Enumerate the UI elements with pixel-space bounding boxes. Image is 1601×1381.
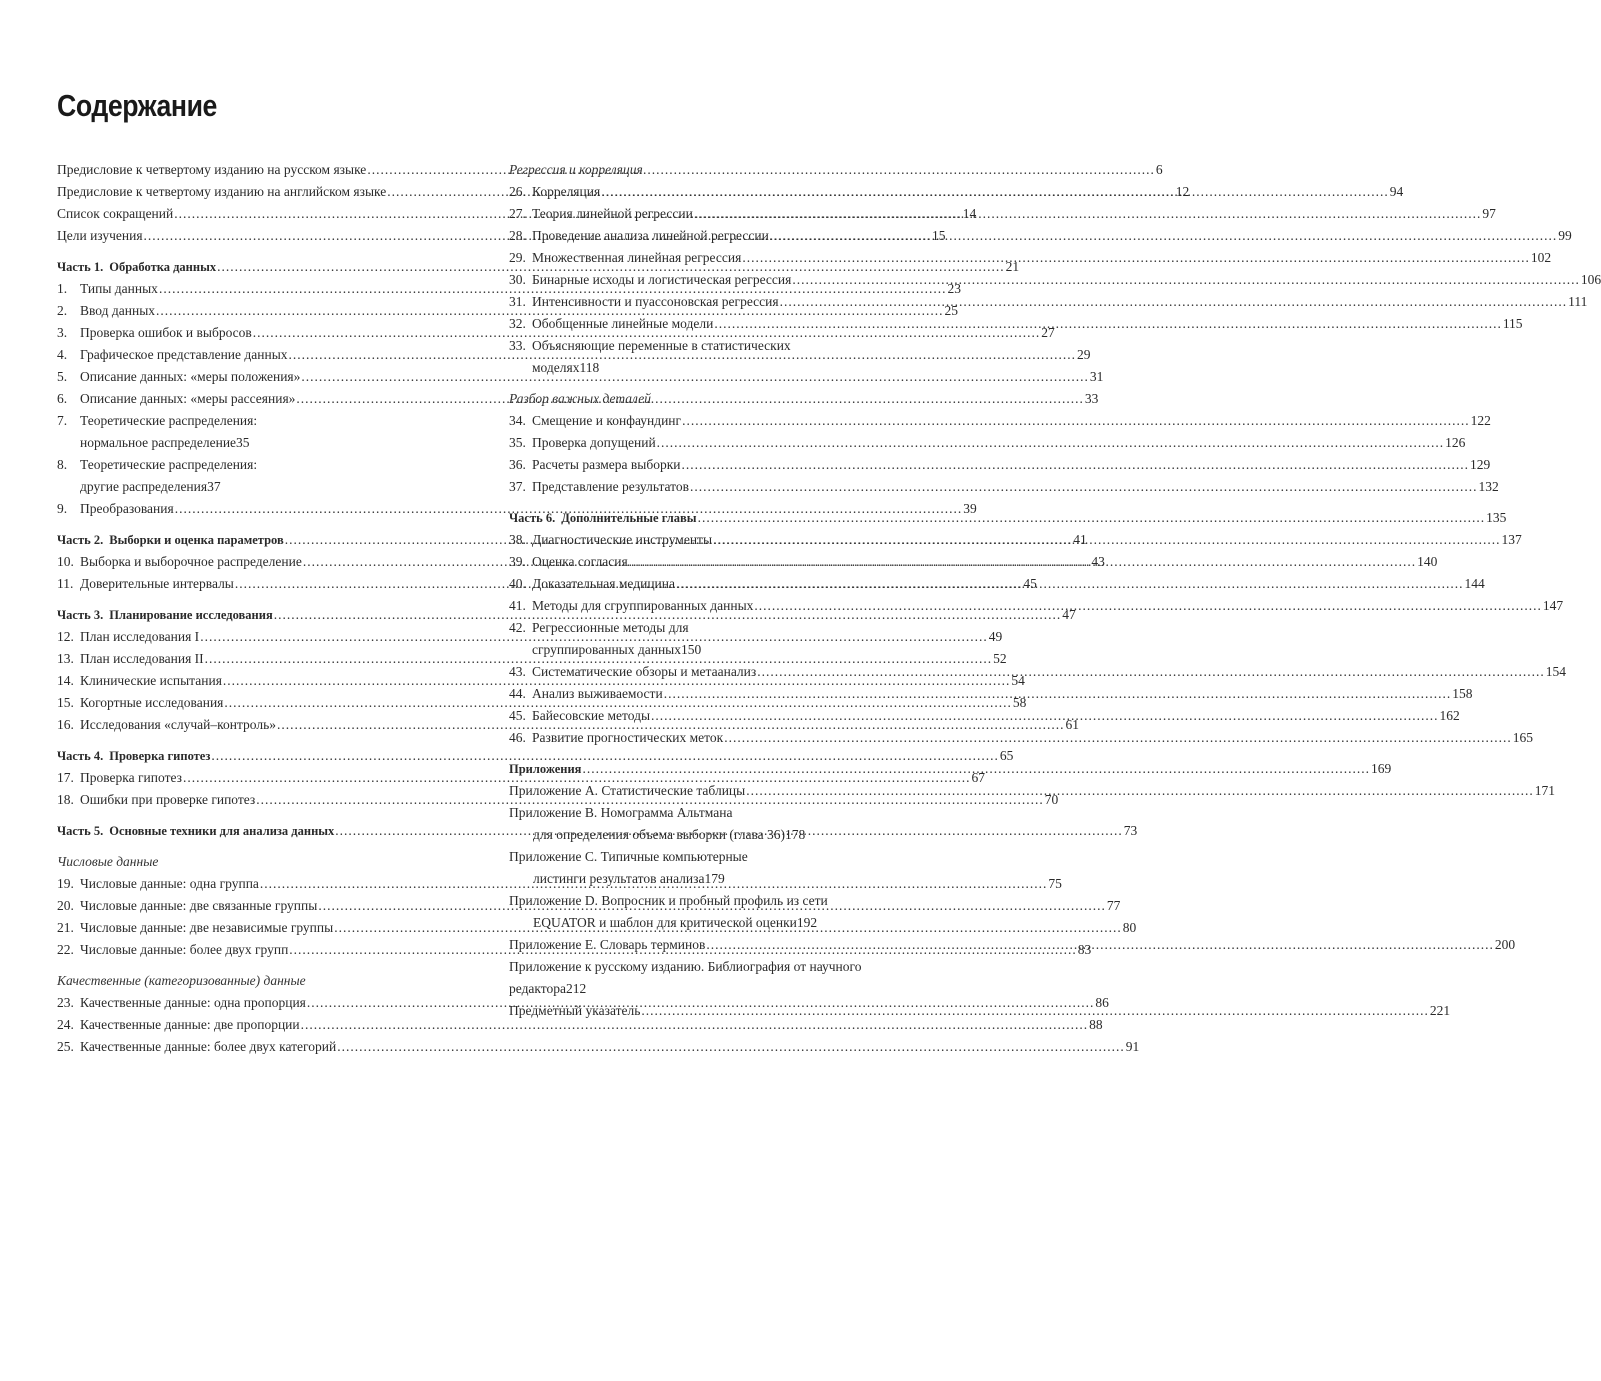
page-number: 94 — [1389, 184, 1404, 199]
chapter-number: 29. — [509, 250, 526, 265]
chapter-number: 7. — [57, 413, 68, 428]
page-number: 165 — [1512, 730, 1533, 745]
chapter-number: 2. — [57, 303, 68, 318]
details-chapters — [509, 410, 1499, 498]
toc-entry[interactable] — [509, 432, 1466, 454]
section-categorical-heading: Качественные (категоризованные) данные — [57, 973, 306, 988]
page-number: 86 — [1095, 995, 1109, 1010]
chapter-number: 43. — [509, 664, 526, 679]
page-number: 129 — [1469, 457, 1491, 472]
entry-title-text: Регрессионные методы для — [532, 620, 689, 635]
chapter-33 — [509, 335, 936, 379]
entry-title: Представление результатов — [532, 479, 690, 494]
chapter-number: 28. — [509, 228, 526, 243]
leader-dots — [757, 661, 1545, 683]
leader-dots — [714, 313, 1502, 335]
leader-dots — [682, 410, 1470, 432]
page-number: 67 — [971, 770, 985, 785]
page-number: 80 — [1122, 920, 1137, 935]
chapter-8 — [57, 454, 486, 498]
entry-title: Оценка согласия — [532, 554, 628, 569]
part-label: Часть 4. — [57, 749, 104, 763]
page-number: 47 — [1062, 607, 1076, 622]
entry-title-line2 — [509, 824, 936, 846]
entry-title: Бинарные исходы и логистическая регрессия — [532, 272, 792, 287]
page-number: 115 — [1502, 316, 1523, 331]
entry-title: Преобразования — [80, 501, 174, 516]
page-number: 61 — [1065, 717, 1079, 732]
leader-dots — [770, 225, 1558, 247]
leader-dots — [601, 181, 1389, 203]
page-number: 97 — [1482, 206, 1496, 221]
entry-title: Проверка ошибок и выбросов — [80, 325, 252, 340]
page-number: 154 — [1545, 664, 1566, 679]
entry-title: Диагностические инструменты — [532, 532, 713, 547]
entry-title: Корреляция — [532, 184, 601, 199]
entry-title-line1 — [509, 890, 936, 912]
leader-dots — [792, 269, 1580, 291]
leader-dots — [724, 727, 1512, 749]
page-number: 25 — [944, 303, 959, 318]
chapter-number: 18. — [57, 792, 74, 807]
entry-title-text: редактора — [509, 981, 567, 996]
leader-dots — [698, 507, 1486, 529]
page-number: 179 — [704, 871, 725, 886]
toc-entry[interactable] — [509, 683, 1473, 705]
chapter-number: 4. — [57, 347, 68, 362]
chapter-number: 15. — [57, 695, 74, 710]
chapter-number: 20. — [57, 898, 74, 913]
entry-title: Проверка гипотез — [80, 770, 182, 785]
section-numeric-heading: Числовые данные — [57, 854, 159, 869]
chapter-number: 31. — [509, 294, 526, 309]
toc-entry[interactable] — [509, 454, 1491, 476]
entry-title: Клинические испытания — [80, 673, 222, 688]
entry-title-line2 — [509, 639, 936, 661]
chapter-number: 19. — [57, 876, 74, 891]
leader-dots — [664, 683, 1452, 705]
toc-entry[interactable] — [57, 1036, 1140, 1058]
entry-title: Байесовские методы — [532, 708, 651, 723]
entry-title: Проверка допущений — [532, 435, 656, 450]
chapter-number: 34. — [509, 413, 526, 428]
chapter-number: 36. — [509, 457, 526, 472]
toc-entry-multiline[interactable] — [509, 335, 936, 379]
entry-title: Анализ выживаемости — [532, 686, 663, 701]
page-number: 147 — [1542, 598, 1564, 613]
chapter-number: 27. — [509, 206, 526, 221]
page-number: 14 — [962, 206, 977, 221]
chapter-number: 45. — [509, 708, 526, 723]
leader-dots — [780, 291, 1568, 313]
leader-dots — [694, 203, 1482, 225]
chapter-number: 44. — [509, 686, 526, 701]
entry-title: Теория линейной регрессии — [532, 206, 693, 221]
entry-title-text: листинги результатов анализа — [533, 871, 705, 886]
page-number: 118 — [579, 360, 600, 375]
entry-title: Интенсивности и пуассоновская регрессия — [532, 294, 779, 309]
part-label: Часть 2. — [57, 533, 104, 547]
entry-title: Проведение анализа линейной регрессии — [532, 228, 769, 243]
entry-title: Развитие прогностических меток — [532, 730, 724, 745]
entry-title-text: Теоретические распределения: — [80, 457, 258, 472]
page-number: 77 — [1106, 898, 1121, 913]
page-number: 21 — [1005, 259, 1020, 274]
page-title: Содержание — [57, 88, 217, 123]
entry-title: Описание данных: «меры рассеяния» — [80, 391, 296, 406]
page-number: 102 — [1530, 250, 1552, 265]
entry-title: Приложение A. Статистические таблицы — [509, 783, 746, 798]
chapter-number: 12. — [57, 629, 74, 644]
chapter-number: 17. — [57, 770, 74, 785]
chapter-number: 42. — [509, 620, 526, 635]
toc-entry[interactable] — [509, 595, 1564, 617]
page-number: 171 — [1534, 783, 1555, 798]
entry-title: Методы для сгруппированных данных — [532, 598, 754, 613]
chapter-number: 37. — [509, 479, 526, 494]
page-number: 122 — [1470, 413, 1491, 428]
entry-title-text: Приложение B. Номограмма Альтмана — [509, 805, 733, 820]
chapter-number: 32. — [509, 316, 526, 331]
part-title: Обработка данных — [109, 260, 217, 274]
part-title: Планирование исследования — [109, 608, 273, 622]
appendix-russian-bibliography — [509, 956, 936, 1000]
appendix-b — [509, 802, 936, 846]
entry-title: Ошибки при проверке гипотез — [80, 792, 256, 807]
leader-dots — [742, 247, 1530, 269]
entry-title: Приложение E. Словарь терминов — [509, 937, 706, 952]
toc-entry[interactable] — [57, 1014, 1103, 1036]
entry-title-text: EQUATOR и шаблон для критической оценки — [533, 915, 797, 930]
leader-dots — [651, 705, 1439, 727]
chapter-7 — [57, 410, 486, 454]
entry-title: Смещение и конфаундинг — [532, 413, 682, 428]
leader-dots — [746, 780, 1534, 802]
entry-title: Обобщенные линейные модели — [532, 316, 714, 331]
part-label: Часть 5. — [57, 824, 104, 838]
leader-dots — [641, 1000, 1429, 1022]
page-number: 23 — [947, 281, 961, 296]
chapter-number: 40. — [509, 576, 526, 591]
entry-title-line1 — [57, 410, 486, 432]
entry-title-line2 — [509, 912, 936, 934]
part-label: Часть 3. — [57, 608, 104, 622]
chapter-number: 30. — [509, 272, 526, 287]
entry-title-line2 — [509, 978, 936, 1000]
part-title: Проверка гипотез — [109, 749, 211, 763]
entry-title: Предисловие к четвертому изданию на английском языке — [57, 184, 387, 199]
chapter-number: 39. — [509, 554, 526, 569]
entry-title: Ввод данных — [80, 303, 156, 318]
page-number: 99 — [1558, 228, 1572, 243]
entry-title: Качественные данные: более двух категорий — [80, 1039, 337, 1054]
toc-entry-multiline[interactable] — [509, 617, 936, 661]
appendix-d — [509, 890, 936, 934]
chapter-number: 1. — [57, 281, 68, 296]
page-number: 212 — [566, 981, 587, 996]
page-number: 73 — [1123, 823, 1138, 838]
chapter-number: 46. — [509, 730, 526, 745]
entry-title-text: Приложение C. Типичные компьютерные — [509, 849, 748, 864]
page-number: 39 — [963, 501, 977, 516]
page-number: 27 — [1041, 325, 1055, 340]
toc-entry-multiline[interactable] — [509, 846, 936, 890]
page-number: 54 — [1011, 673, 1025, 688]
appendix-c — [509, 846, 936, 890]
entry-title-text: Приложение к русскому изданию. Библиография от научного — [509, 959, 862, 974]
page-number: 221 — [1429, 1003, 1451, 1018]
chapter-number: 10. — [57, 554, 74, 569]
entry-title: Числовые данные: одна группа — [80, 876, 259, 891]
entry-title-line1 — [509, 617, 936, 639]
leader-dots — [690, 476, 1478, 498]
entry-title-line1 — [57, 454, 486, 476]
page-number: 140 — [1417, 554, 1438, 569]
chapter-number: 9. — [57, 501, 68, 516]
entry-title: Систематические обзоры и метаанализ — [532, 664, 757, 679]
entry-title: План исследования I — [80, 629, 200, 644]
page-number: 49 — [988, 629, 1003, 644]
page-number: 70 — [1044, 792, 1059, 807]
entry-title: Предисловие к четвертому изданию на русском языке — [57, 162, 367, 177]
page-number: 43 — [1091, 554, 1105, 569]
entry-title: Список сокращений — [57, 206, 174, 221]
entry-title: Выборка и выборочное распределение — [80, 554, 302, 569]
leader-dots — [582, 758, 1370, 780]
entry-title: Числовые данные: две связанные группы — [80, 898, 318, 913]
section-details-heading: Разбор важных деталей — [509, 391, 651, 406]
chapter-number: 16. — [57, 717, 74, 732]
leader-dots — [657, 432, 1445, 454]
entry-title: Цели изучения — [57, 228, 143, 243]
page-number: 31 — [1089, 369, 1104, 384]
page-number: 75 — [1048, 876, 1062, 891]
chapter-number: 21. — [57, 920, 74, 935]
page-number: 41 — [1073, 532, 1087, 547]
leader-dots — [706, 934, 1494, 956]
entry-title: Множественная линейная регрессия — [532, 250, 742, 265]
page-number: 45 — [1023, 576, 1037, 591]
page-number: 126 — [1445, 435, 1466, 450]
chapter-number: 24. — [57, 1017, 74, 1032]
entry-title: Качественные данные: две пропорции — [80, 1017, 300, 1032]
page-number: 12 — [1175, 184, 1190, 199]
page-number: 192 — [796, 915, 818, 930]
entry-title-text: другие распределения — [80, 479, 208, 494]
chapter-number: 13. — [57, 651, 74, 666]
part-label: Часть 6. — [509, 511, 556, 525]
entry-title: Доказательная медицина — [532, 576, 675, 591]
toc-entry[interactable] — [509, 727, 1533, 749]
entry-title: Числовые данные: более двух групп — [80, 942, 289, 957]
page-number: 29 — [1077, 347, 1091, 362]
chapter-number: 38. — [509, 532, 526, 547]
page-number: 6 — [1155, 162, 1163, 177]
entry-title-line2 — [57, 476, 486, 498]
page-number: 111 — [1568, 294, 1588, 309]
toc-entry-multiline[interactable] — [57, 410, 486, 454]
page-number: 132 — [1478, 479, 1499, 494]
entry-title-text: нормальное распределение — [80, 435, 237, 450]
chapter-number: 11. — [57, 576, 74, 591]
toc-part-entry[interactable] — [57, 745, 1014, 767]
page-number: 91 — [1125, 1039, 1140, 1054]
chapter-number: 8. — [57, 457, 68, 472]
chapter-number: 33. — [509, 338, 526, 353]
chapter-number: 26. — [509, 184, 526, 199]
leader-dots — [681, 454, 1469, 476]
chapter-number: 22. — [57, 942, 74, 957]
page-number: 137 — [1501, 532, 1522, 547]
page-number: 162 — [1439, 708, 1460, 723]
entry-title: Исследования «случай–контроль» — [80, 717, 276, 732]
leader-dots — [676, 573, 1464, 595]
entry-title: Графическое представление данных — [80, 347, 288, 362]
entry-title: Качественные данные: одна пропорция — [80, 995, 306, 1010]
toc-entry-multiline[interactable] — [509, 956, 936, 1000]
page-number: 37 — [207, 479, 221, 494]
page-number: 83 — [1077, 942, 1092, 957]
entry-title-text: сгруппированных данных — [532, 642, 681, 657]
entry-title: Когортные исследования — [80, 695, 224, 710]
entry-title-text: моделях — [532, 360, 580, 375]
page-number: 169 — [1370, 761, 1392, 776]
leader-dots — [754, 595, 1542, 617]
toc-entry[interactable] — [509, 410, 1491, 432]
entry-title-text: для определения объема выборки (глава 36) — [533, 827, 786, 842]
part-title: Дополнительные главы — [561, 511, 697, 525]
page-number: 15 — [932, 228, 946, 243]
entry-title-text: Объясняющие переменные в статистических — [532, 338, 791, 353]
chapter-number: 35. — [509, 435, 526, 450]
section-regression-heading: Регрессия и корреляция — [509, 162, 643, 177]
chapter-number: 3. — [57, 325, 68, 340]
entry-title-line1 — [509, 846, 936, 868]
chapter-number: 25. — [57, 1039, 74, 1054]
part-label: Часть 1. — [57, 260, 104, 274]
toc-entry-multiline[interactable] — [57, 454, 486, 498]
entry-title-line1 — [509, 335, 936, 357]
entry-title: Предметный указатель — [509, 1003, 641, 1018]
part-title: Приложения — [509, 762, 582, 776]
page-number: 52 — [993, 651, 1007, 666]
page-number: 144 — [1464, 576, 1485, 591]
toc-entry-multiline[interactable] — [509, 890, 936, 934]
page-number: 106 — [1580, 272, 1601, 287]
part-title: Основные техники для анализа данных — [109, 824, 335, 838]
page-number: 135 — [1486, 510, 1507, 525]
page-number: 58 — [1012, 695, 1027, 710]
page-number: 200 — [1494, 937, 1516, 952]
entry-title: Описание данных: «меры положения» — [80, 369, 301, 384]
chapter-number: 6. — [57, 391, 68, 406]
toc-entry[interactable] — [509, 661, 1566, 683]
entry-title-line1 — [509, 956, 936, 978]
part-4 — [57, 745, 1014, 767]
leader-dots — [629, 551, 1417, 573]
entry-title-line2 — [57, 432, 486, 454]
page-number: 178 — [785, 827, 806, 842]
entry-title-text: Теоретические распределения: — [80, 413, 258, 428]
toc-entry[interactable] — [509, 476, 1499, 498]
chapter-42 — [509, 617, 936, 661]
page-number: 65 — [999, 748, 1014, 763]
toc-entry-multiline[interactable] — [509, 802, 936, 846]
page-number: 35 — [236, 435, 250, 450]
entry-title-line1 — [509, 802, 936, 824]
leader-dots — [337, 1036, 1125, 1058]
page-number: 150 — [681, 642, 702, 657]
entry-title-line2 — [509, 868, 936, 890]
entry-title: План исследования II — [80, 651, 204, 666]
page-number: 33 — [1084, 391, 1099, 406]
page-number: 158 — [1452, 686, 1473, 701]
entry-title: Числовые данные: две независимые группы — [80, 920, 334, 935]
entry-title: Доверительные интервалы — [80, 576, 234, 591]
entry-title: Типы данных — [80, 281, 158, 296]
chapter-number: 14. — [57, 673, 74, 688]
chapter-number: 23. — [57, 995, 74, 1010]
page-number: 88 — [1089, 1017, 1103, 1032]
leader-dots — [713, 529, 1501, 551]
entry-title-text: Приложение D. Вопросник и пробный профиль из сети — [509, 893, 828, 908]
entry-title: Расчеты размера выборки — [532, 457, 681, 472]
chapter-number: 5. — [57, 369, 68, 384]
chapter-number: 41. — [509, 598, 526, 613]
part-title: Выборки и оценка параметров — [109, 533, 284, 547]
entry-title-line2 — [509, 357, 936, 379]
